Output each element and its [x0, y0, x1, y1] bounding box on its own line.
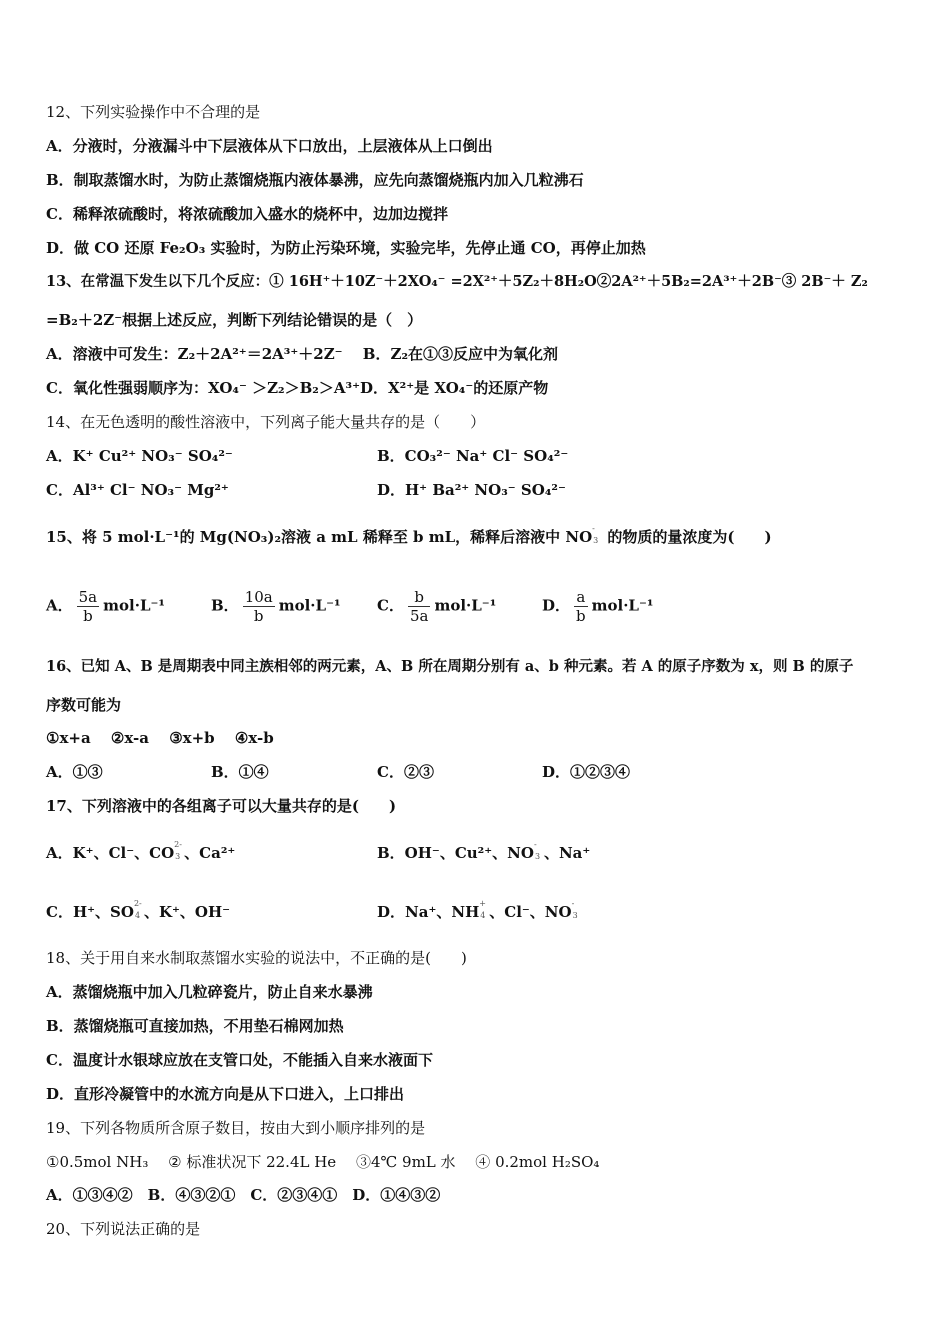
q13-options-ab: A．溶液中可发生：Z₂＋2A²⁺＝2A³⁺＋2Z⁻ B．Z₂在①③反应中为氧化剂: [46, 345, 559, 363]
q17-option-a: A．K⁺、Cl⁻、CO 2- 3 、Ca²⁺: [46, 840, 236, 862]
q15-option-d: D． $\frac{a}{b}$ mol·L⁻¹: [542, 588, 654, 625]
q12-option-c: C．稀释浓硫酸时，将浓硫酸加入盛水的烧杯中，边加边搅拌: [46, 205, 448, 223]
q20-stem: 20、下列说法正确的是: [46, 1220, 201, 1238]
q18-option-d: D．直形冷凝管中的水流方向是从下口进入，上口排出: [46, 1085, 405, 1103]
q12-stem: 12、下列实验操作中不合理的是: [46, 103, 261, 121]
q19-stem: 19、下列各物质所含原子数目，按由大到小顺序排列的是: [46, 1119, 426, 1137]
q14-option-a: A．K⁺ Cu²⁺ NO₃⁻ SO₄²⁻: [46, 447, 233, 465]
q16-choices: ①x+a ②x-a ③x+b ④x-b: [46, 729, 274, 747]
q18-option-a: A．蒸馏烧瓶中加入几粒碎瓷片，防止自来水暴沸: [46, 983, 373, 1001]
q16-option-a: A．①③: [46, 763, 103, 781]
q16-option-d: D．①②③④: [542, 763, 631, 781]
q17-option-c: C．H⁺、SO 2- 4 、K⁺、OH⁻: [46, 899, 231, 921]
q12-option-a: A．分液时，分液漏斗中下层液体从下口放出，上层液体从上口倒出: [46, 137, 493, 155]
q15-option-a: A． $\frac{5a}{b}$ mol·L⁻¹: [46, 588, 165, 625]
q18-option-c: C．温度计水银球应放在支管口处，不能插入自来水液面下: [46, 1051, 433, 1069]
q18-stem: 18、关于用自来水制取蒸馏水实验的说法中，不正确的是( ): [46, 949, 467, 967]
q16-stem-line2: 序数可能为: [46, 696, 122, 714]
q18-option-b: B．蒸馏烧瓶可直接加热，不用垫石棉网加热: [46, 1017, 344, 1035]
q14-option-d: D．H⁺ Ba²⁺ NO₃⁻ SO₄²⁻: [377, 481, 566, 499]
q15-fraction-c: $\frac{b}{5a}$: [409, 588, 429, 625]
q15-option-b: B． $\frac{10a}{b}$ mol·L⁻¹: [211, 588, 341, 625]
q13-stem-line2: =B₂＋2Z⁻根据上述反应，判断下列结论错误的是（ ）: [46, 311, 423, 329]
q19-options: A．①③④② B．④③②① C．②③④① D．①④③②: [46, 1186, 441, 1204]
q16-option-b: B．①④: [211, 763, 269, 781]
q15-fraction-d: $\frac{a}{b}$: [576, 588, 586, 625]
q15-no3-ion: - 3: [592, 524, 599, 545]
q15-stem-post: 的物质的量浓度为( ): [602, 528, 772, 546]
q17-option-b: B．OH⁻、Cu²⁺、NO - 3 、Na⁺: [377, 840, 591, 862]
q13-options-cd: C．氧化性强弱顺序为：XO₄⁻ ＞Z₂＞B₂＞A³⁺D．X²⁺是 XO₄⁻的还原产物: [46, 379, 549, 397]
q15-stem: [46, 524, 772, 548]
q12-option-d: D．做 CO 还原 Fe₂O₃ 实验时，为防止污染环境，实验完毕，先停止通 CO，再停止加热: [46, 239, 646, 257]
q16-option-c: C．②③: [377, 763, 434, 781]
q15-option-c: C． $\frac{b}{5a}$ mol·L⁻¹: [377, 588, 497, 625]
q16-stem-line1: 16、已知 A、B 是周期表中同主族相邻的两元素，A、B 所在周期分别有 a、b 种元素。若 A 的原子序数为 x，则 B 的原子: [46, 658, 854, 675]
q15-fraction-b: $\frac{10a}{b}$: [244, 588, 273, 625]
q12-option-b: B．制取蒸馏水时，为防止蒸馏烧瓶内液体暴沸，应先向蒸馏烧瓶内加入几粒沸石: [46, 171, 584, 189]
q15-fraction-a: $\frac{5a}{b}$: [78, 588, 98, 625]
q17-stem: 17、下列溶液中的各组离子可以大量共存的是( ): [46, 797, 397, 815]
q14-stem: 14、在无色透明的酸性溶液中，下列离子能大量共存的是（ ）: [46, 413, 486, 431]
q17-option-d: D．Na⁺、NH + 4 、Cl⁻、NO - 3: [377, 899, 578, 921]
q15-stem-pre: 15、将 5 mol·L⁻¹的 Mg(NO₃)₂溶液 a mL 稀释至 b mL，稀释后溶液中 NO: [46, 528, 593, 546]
q14-option-b: B．CO₃²⁻ Na⁺ Cl⁻ SO₄²⁻: [377, 447, 569, 465]
q19-items: ①0.5mol NH₃ ② 标准状况下 22.4L He ③4℃ 9mL 水 ④ 0.2mol H₂SO₄: [46, 1153, 600, 1171]
q14-option-c: C．Al³⁺ Cl⁻ NO₃⁻ Mg²⁺: [46, 481, 229, 499]
q13-stem-line1: 13、在常温下发生以下几个反应：① 16H⁺＋10Z⁻＋2XO₄⁻ =2X²⁺＋5Z₂＋8H₂O②2A²⁺＋5B₂=2A³⁺＋2B⁻③ 2B⁻＋ Z₂: [46, 273, 868, 290]
